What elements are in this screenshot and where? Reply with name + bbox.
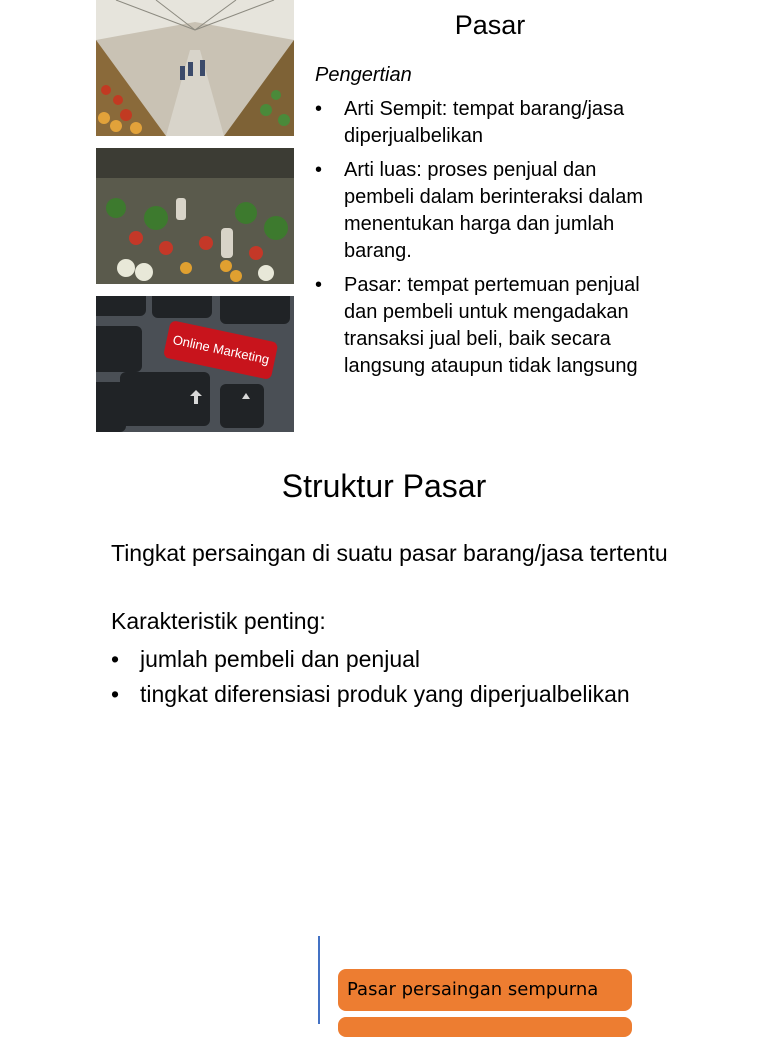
online-marketing-key-label: Online Marketing xyxy=(171,331,271,368)
diagram-box-next xyxy=(338,1017,632,1037)
online-marketing-keyboard-photo xyxy=(96,296,294,432)
subtitle-pengertian: Pengertian xyxy=(315,64,412,86)
karakteristik-list xyxy=(111,644,631,714)
traditional-market-photo xyxy=(96,148,294,284)
slide-title-struktur-pasar: Struktur Pasar xyxy=(281,468,487,504)
definition-list xyxy=(315,96,655,387)
list-item: • tingkat diferensiasi produk yang diperjualbelikan xyxy=(111,679,631,710)
diagram-box-pasar-persaingan-sempurna: Pasar persaingan sempurna xyxy=(338,969,632,1011)
diagram-connector-line xyxy=(318,936,320,1024)
slide-title-pasar: Pasar xyxy=(454,10,526,40)
list-item: • jumlah pembeli dan penjual xyxy=(111,644,631,675)
intro-text: Tingkat persaingan di suatu pasar barang/jasa tertentu xyxy=(111,540,668,566)
list-item: • Arti luas: proses penjual dan pembeli dalam berinteraksi dalam menentukan harga dan jumlah barang. xyxy=(315,157,655,265)
list-item: • Pasar: tempat pertemuan penjual dan pembeli untuk mengadakan transaksi jual beli, baik secara langsung ataupun tidak langsung xyxy=(315,272,655,380)
market-hall-photo xyxy=(96,0,294,136)
list-item: • Arti Sempit: tempat barang/jasa diperjualbelikan xyxy=(315,96,655,150)
karakteristik-heading: Karakteristik penting: xyxy=(111,608,326,634)
